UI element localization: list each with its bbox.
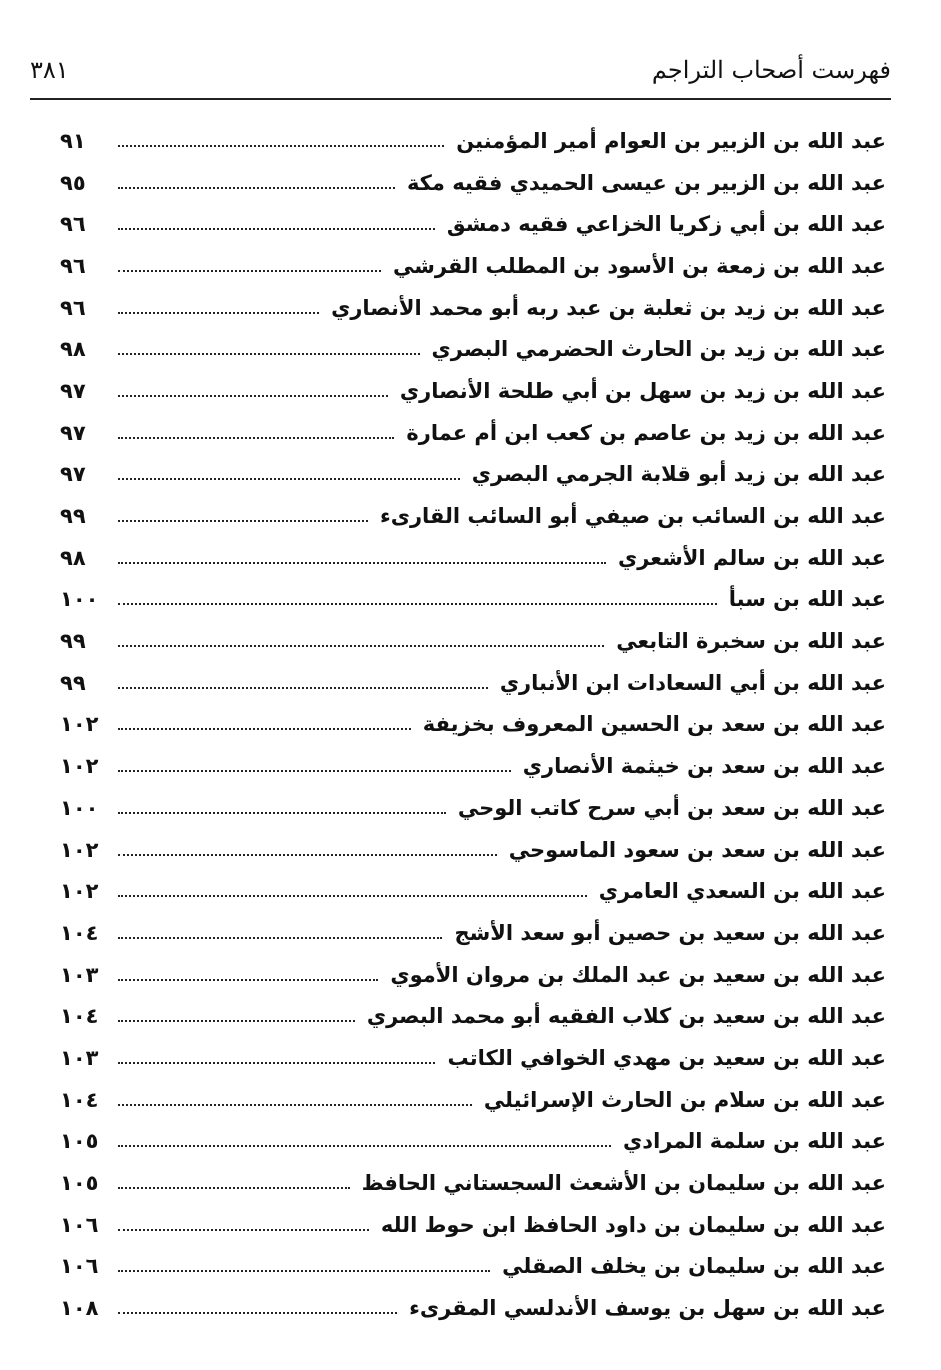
entry-page-number: ١٠٢ (60, 879, 99, 904)
dot-leader (118, 1020, 355, 1022)
entry-page-number: ١٠٤ (60, 1087, 99, 1112)
index-entry (60, 245, 886, 287)
index-entry (60, 1246, 886, 1288)
dot-leader (118, 1104, 472, 1106)
entry-page-number: ٩٦ (60, 253, 86, 278)
entry-page-number: ١٠٣ (60, 1045, 99, 1070)
dot-leader (118, 187, 395, 189)
index-entry (60, 120, 886, 162)
entry-page-number: ٩٧ (60, 378, 86, 403)
index-entry (60, 1037, 886, 1079)
entry-name: عبد الله بن سعيد بن حصين أبو سعد الأشج (454, 920, 886, 945)
dot-leader (118, 770, 511, 772)
dot-leader (118, 1229, 369, 1231)
entry-page-number: ٩٦ (60, 295, 86, 320)
index-entry (60, 704, 886, 746)
index-entry (60, 620, 886, 662)
index-entry (60, 412, 886, 454)
entry-page-number: ١٠٢ (60, 712, 99, 737)
index-entry (60, 870, 886, 912)
entry-name: عبد الله بن سهل بن يوسف الأندلسي المقرىء (409, 1296, 886, 1321)
entry-name: عبد الله بن الزبير بن العوام أمير المؤمنين (456, 128, 886, 153)
entry-page-number: ١٠٦ (60, 1212, 99, 1237)
index-entry (60, 1079, 886, 1121)
entry-name: عبد الله بن السعدي العامري (598, 879, 886, 904)
dot-leader (118, 145, 444, 147)
entry-page-number: ١٠٢ (60, 754, 99, 779)
dot-leader (118, 645, 604, 647)
index-entry (60, 579, 886, 621)
dot-leader (118, 895, 587, 897)
entry-name: عبد الله بن سالم الأشعري (617, 545, 886, 570)
dot-leader (118, 395, 388, 397)
entry-page-number: ١٠٨ (60, 1296, 99, 1321)
entry-name: عبد الله بن زمعة بن الأسود بن المطلب القرشي (393, 253, 886, 278)
index-entry (60, 745, 886, 787)
entry-name: عبد الله بن سعيد بن مهدي الخوافي الكاتب (447, 1045, 886, 1070)
header-rule (30, 98, 891, 100)
entry-page-number: ٩٦ (60, 212, 86, 237)
entry-page-number: ١٠٣ (60, 962, 99, 987)
dot-leader (118, 812, 446, 814)
dot-leader (118, 1187, 350, 1189)
dot-leader (118, 1062, 435, 1064)
dot-leader (118, 562, 606, 564)
entry-page-number: ١٠٠ (60, 587, 99, 612)
entry-name: عبد الله بن سعد بن سعود الماسوحي (508, 837, 886, 862)
entry-page-number: ١٠٤ (60, 1004, 99, 1029)
entry-page-number: ١٠٦ (60, 1254, 99, 1279)
index-entry (60, 1287, 886, 1329)
dot-leader (118, 478, 460, 480)
entry-name: عبد الله بن سخبرة التابعي (616, 629, 886, 654)
index-list (60, 120, 886, 1329)
index-entry (60, 662, 886, 704)
entry-name: عبد الله بن زيد بن سهل بن أبي طلحة الأنصاري (399, 378, 886, 403)
dot-leader (118, 312, 319, 314)
index-entry (60, 1162, 886, 1204)
index-entry (60, 954, 886, 996)
dot-leader (118, 1312, 397, 1314)
index-entry (60, 495, 886, 537)
dot-leader (118, 979, 378, 981)
entry-name: عبد الله بن السائب بن صيفي أبو السائب القارىء (379, 504, 886, 529)
index-entry (60, 912, 886, 954)
entry-name: عبد الله بن سليمان بن يخلف الصقلي (502, 1254, 886, 1279)
page-number: ٣٨١ (30, 56, 69, 84)
dot-leader (118, 1145, 611, 1147)
entry-name: عبد الله بن سعيد بن عبد الملك بن مروان الأموي (390, 962, 886, 987)
entry-name: عبد الله بن سليمان بن داود الحافظ ابن حوط الله (380, 1212, 886, 1237)
index-entry (60, 995, 886, 1037)
index-entry (60, 537, 886, 579)
entry-name: عبد الله بن زيد أبو قلابة الجرمي البصري (471, 462, 886, 487)
entry-name: عبد الله بن سعد بن الحسين المعروف بخزيفة (422, 712, 886, 737)
index-entry (60, 328, 886, 370)
dot-leader (118, 353, 420, 355)
entry-name: عبد الله بن سعد بن خيثمة الأنصاري (522, 754, 886, 779)
dot-leader (118, 728, 411, 730)
index-entry (60, 287, 886, 329)
entry-name: عبد الله بن أبي زكريا الخزاعي فقيه دمشق (446, 212, 886, 237)
entry-name: عبد الله بن سلمة المرادي (623, 1129, 886, 1154)
index-entry (60, 1121, 886, 1163)
entry-name: عبد الله بن سعيد بن كلاب الفقيه أبو محمد البصري (366, 1004, 886, 1029)
page-header (30, 52, 891, 92)
entry-page-number: ٩٧ (60, 420, 86, 445)
dot-leader (118, 228, 435, 230)
index-entry (60, 1204, 886, 1246)
entry-page-number: ٩٩ (60, 670, 86, 695)
entry-page-number: ١٠٥ (60, 1171, 99, 1196)
entry-name: عبد الله بن الزبير بن عيسى الحميدي فقيه مكة (406, 170, 886, 195)
entry-name: عبد الله بن سليمان بن الأشعث السجستاني الحافظ (361, 1171, 886, 1196)
index-entry (60, 787, 886, 829)
entry-page-number: ٩٨ (60, 545, 86, 570)
entry-page-number: ١٠٠ (60, 795, 99, 820)
entry-name: عبد الله بن سعد بن أبي سرح كاتب الوحي (457, 795, 886, 820)
index-entry (60, 829, 886, 871)
dot-leader (118, 603, 717, 605)
entry-page-number: ٩٩ (60, 629, 86, 654)
dot-leader (118, 520, 368, 522)
entry-page-number: ٩٧ (60, 462, 86, 487)
entry-name: عبد الله بن سلام بن الحارث الإسرائيلي (483, 1087, 886, 1112)
entry-name: عبد الله بن زيد بن عاصم بن كعب ابن أم عمارة (406, 420, 886, 445)
dot-leader (118, 270, 381, 272)
entry-name: عبد الله بن زيد بن ثعلبة بن عبد ربه أبو محمد الأنصاري (331, 295, 886, 320)
index-entry (60, 370, 886, 412)
entry-page-number: ٩٨ (60, 337, 86, 362)
entry-page-number: ١٠٥ (60, 1129, 99, 1154)
dot-leader (118, 1270, 490, 1272)
dot-leader (118, 854, 497, 856)
dot-leader (118, 687, 488, 689)
entry-page-number: ٩٩ (60, 504, 86, 529)
entry-name: عبد الله بن سبأ (728, 587, 886, 612)
entry-page-number: ٩١ (60, 128, 86, 153)
entry-page-number: ٩٥ (60, 170, 86, 195)
index-entry (60, 454, 886, 496)
index-entry (60, 203, 886, 245)
dot-leader (118, 937, 442, 939)
entry-page-number: ١٠٢ (60, 837, 99, 862)
entry-page-number: ١٠٤ (60, 920, 99, 945)
entry-name: عبد الله بن زيد بن الحارث الحضرمي البصري (431, 337, 886, 362)
dot-leader (118, 437, 394, 439)
index-entry (60, 162, 886, 204)
running-title: فهرست أصحاب التراجم (651, 56, 891, 84)
entry-name: عبد الله بن أبي السعادات ابن الأنباري (499, 670, 886, 695)
